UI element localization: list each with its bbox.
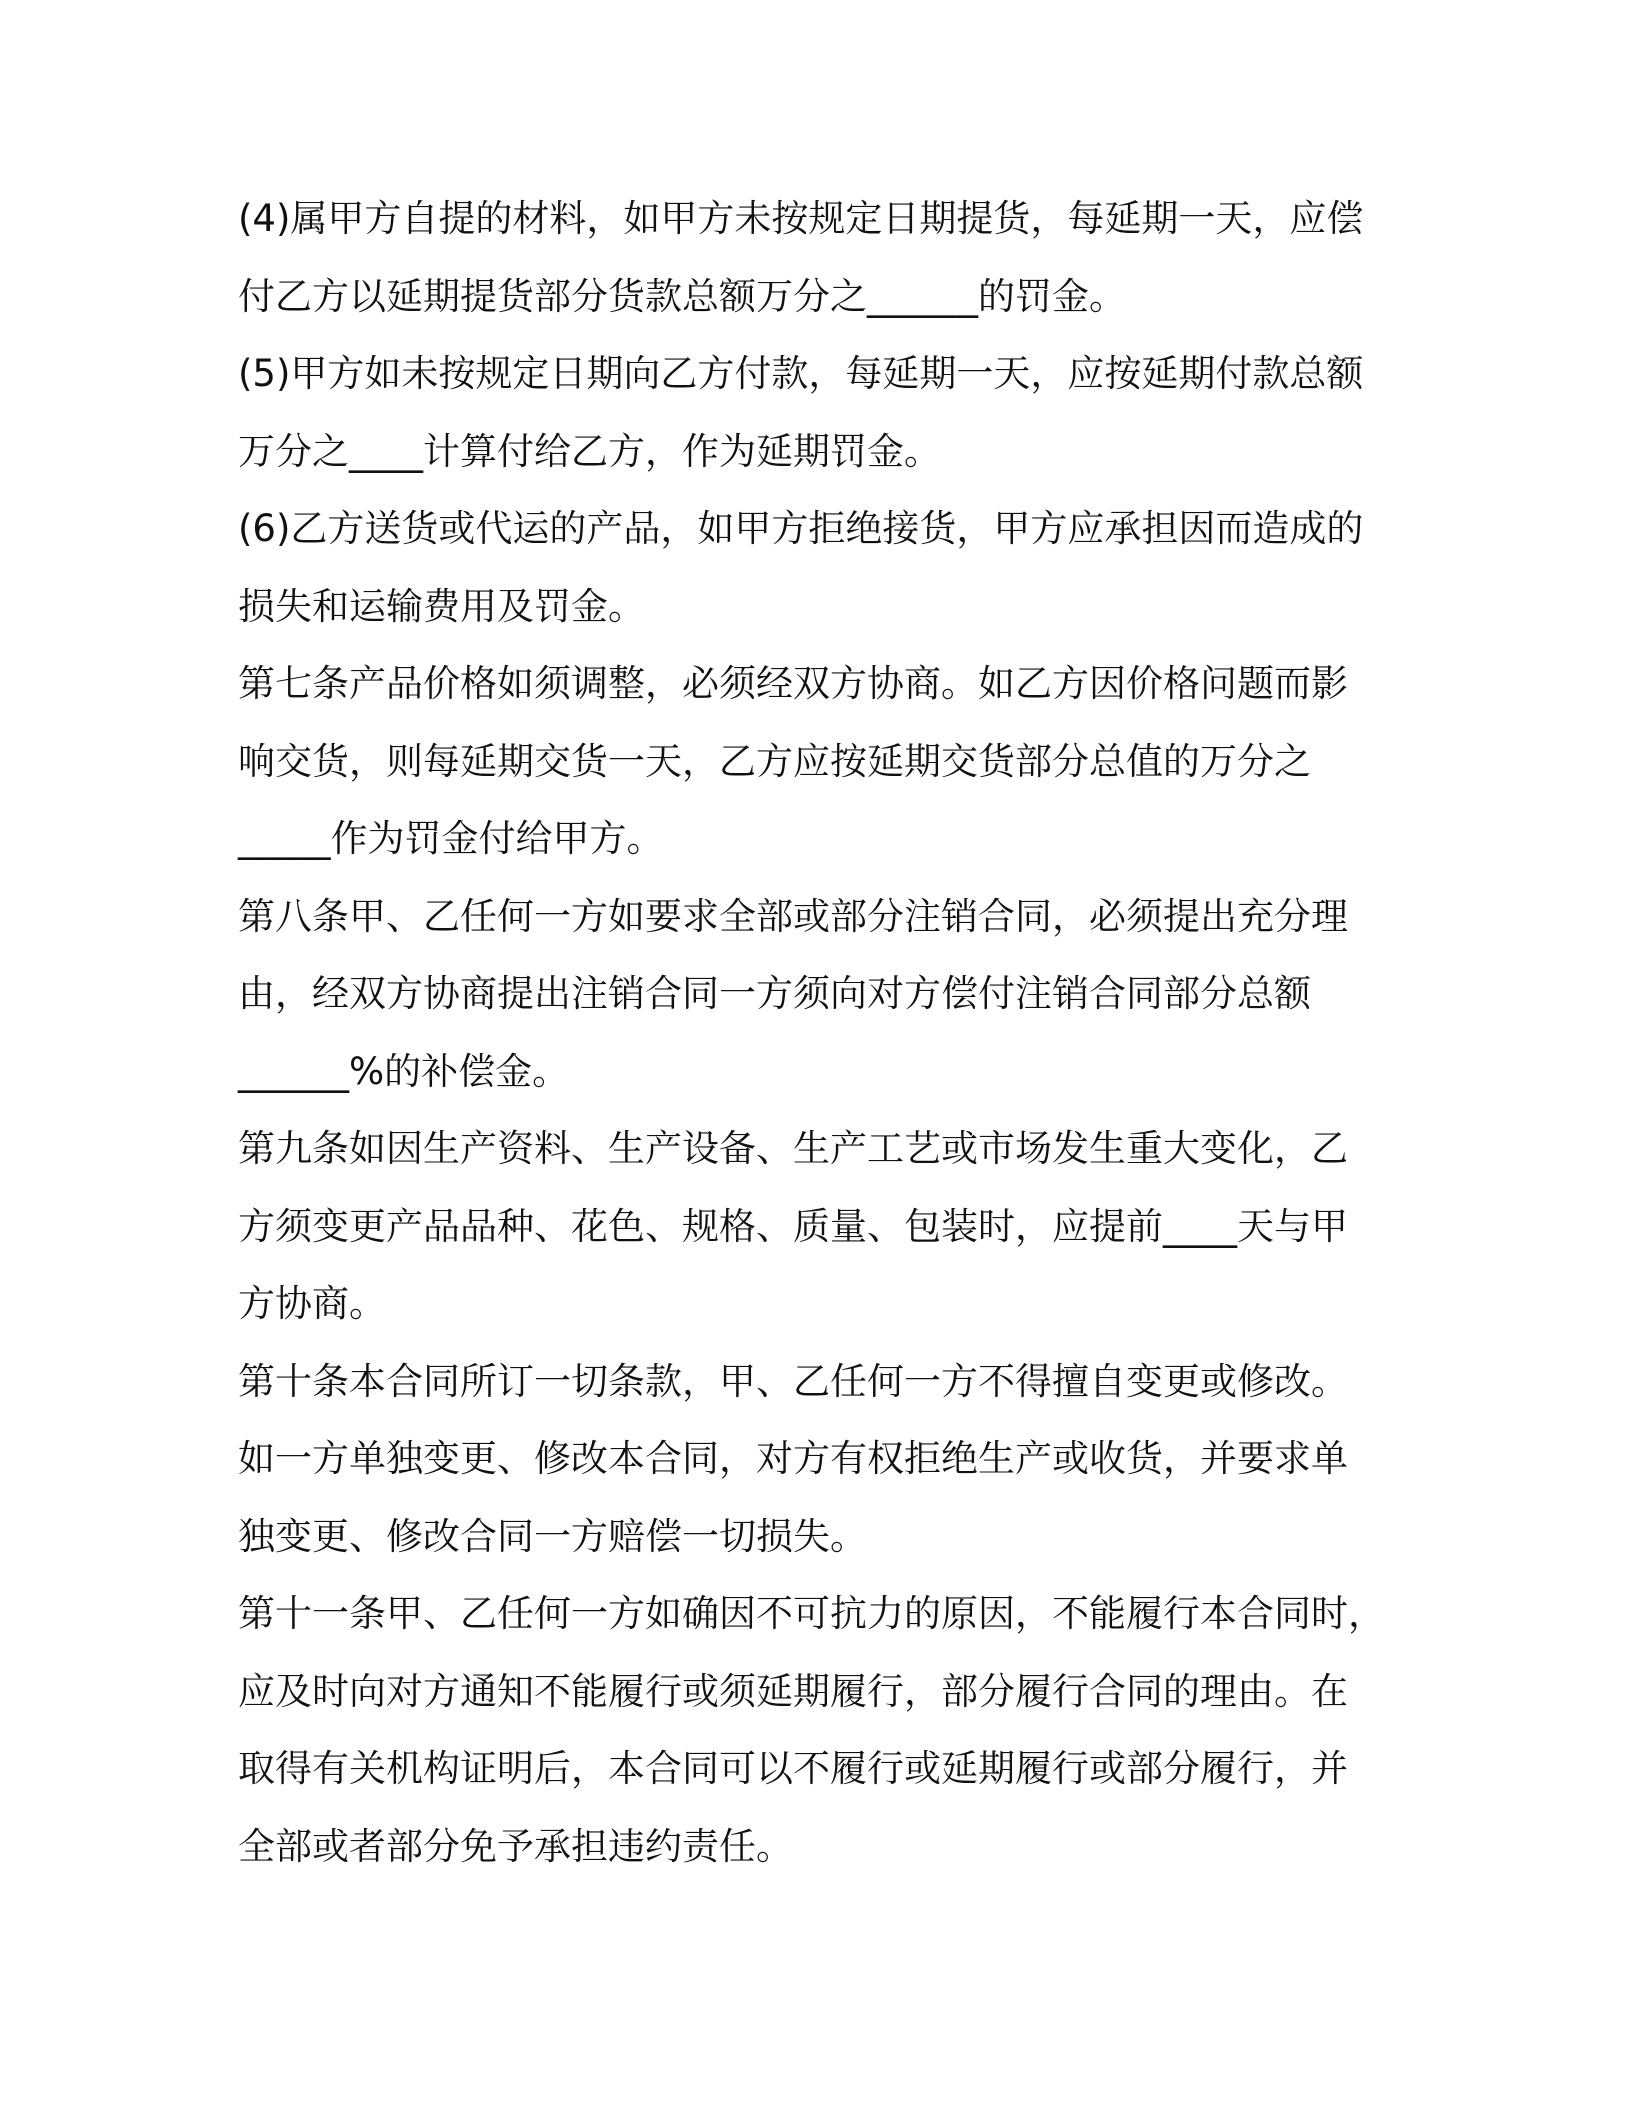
- text-line: 取得有关机构证明后，本合同可以不履行或延期履行或部分履行，并: [238, 1747, 1348, 1790]
- article-10-paragraph: [238, 1343, 1398, 1576]
- text-line: 第七条产品价格如须调整，必须经双方协商。如乙方因价格问题而影: [238, 662, 1348, 705]
- text-line: 方协商。: [238, 1282, 386, 1325]
- text-line: (5)甲方如未按规定日期向乙方付款，每延期一天，应按延期付款总额: [238, 352, 1364, 395]
- clause-4-paragraph: [238, 180, 1398, 335]
- clause-5-paragraph: [238, 335, 1398, 490]
- text-line: 付乙方以延期提货部分货款总额万分之______的罚金。: [238, 274, 1126, 318]
- text-line: 第八条甲、乙任何一方如要求全部或部分注销合同，必须提出充分理: [238, 894, 1348, 938]
- text-line: 第九条如因生产资料、生产设备、生产工艺或市场发生重大变化，乙: [238, 1127, 1348, 1170]
- text-line: 由，经双方协商提出注销合同一方须向对方偿付注销合同部分总额: [238, 972, 1311, 1015]
- text-line: 万分之____计算付给乙方，作为延期罚金。: [238, 429, 941, 473]
- clause-6-paragraph: [238, 490, 1398, 645]
- text-line: 全部或者部分免予承担违约责任。: [238, 1824, 793, 1868]
- text-line: 第十条本合同所订一切条款，甲、乙任何一方不得擅自变更或修改。: [238, 1359, 1348, 1403]
- text-line: 损失和运输费用及罚金。: [238, 584, 645, 628]
- text-line: (6)乙方送货或代运的产品，如甲方拒绝接货，甲方应承担因而造成的: [238, 507, 1364, 550]
- text-line: (4)属甲方自提的材料，如甲方未按规定日期提货，每延期一天，应偿: [238, 197, 1364, 240]
- text-line: _____作为罚金付给甲方。: [238, 817, 664, 860]
- article-8-paragraph: [238, 878, 1398, 1111]
- text-line: 响交货，则每延期交货一天，乙方应按延期交货部分总值的万分之: [238, 739, 1311, 783]
- text-line: ______%的补偿金。: [238, 1049, 570, 1093]
- text-line: 应及时向对方通知不能履行或须延期履行，部分履行合同的理由。在: [238, 1669, 1348, 1713]
- article-9-paragraph: [238, 1110, 1398, 1343]
- text-line: 独变更、修改合同一方赔偿一切损失。: [238, 1514, 867, 1558]
- text-line: 第十一条甲、乙任何一方如确因不可抗力的原因，不能履行本合同时，: [238, 1592, 1385, 1635]
- text-line: 如一方单独变更、修改本合同，对方有权拒绝生产或收货，并要求单: [238, 1437, 1348, 1480]
- contract-body: [238, 180, 1398, 1885]
- text-line: 方须变更产品品种、花色、规格、质量、包装时，应提前____天与甲: [238, 1204, 1348, 1248]
- article-11-paragraph: [238, 1575, 1398, 1885]
- article-7-paragraph: [238, 645, 1398, 878]
